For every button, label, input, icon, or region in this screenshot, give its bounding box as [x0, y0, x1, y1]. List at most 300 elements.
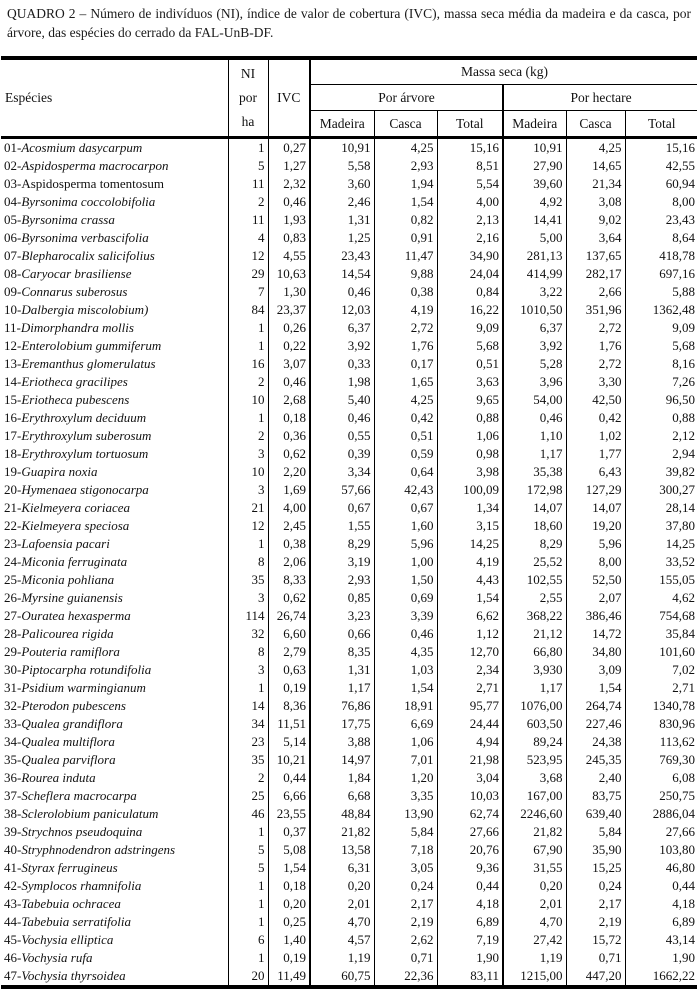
madeira-hectare-cell: 1215,00: [503, 967, 566, 987]
madeira-hectare-cell: 8,29: [503, 535, 566, 553]
madeira-arvore-cell: 3,88: [310, 733, 374, 751]
species-name: Vochysia elliptica: [21, 932, 114, 947]
casca-hectare-cell: 14,07: [566, 499, 625, 517]
madeira-arvore-cell: 48,84: [310, 805, 374, 823]
total-arvore-cell: 14,25: [437, 535, 503, 553]
total-hectare-cell: 23,43: [665, 212, 696, 227]
madeira-arvore-cell: 1,98: [310, 373, 374, 391]
madeira-hectare-cell: 54,00: [503, 391, 566, 409]
total-hectare-cell: 27,66: [665, 824, 696, 839]
ni-cell: 2: [228, 427, 268, 445]
table-row: [1, 409, 697, 427]
casca-hectare-cell: 137,65: [566, 247, 625, 265]
casca-arvore-cell: 1,50: [374, 571, 437, 589]
casca-arvore-cell: 6,69: [374, 715, 437, 733]
ni-cell: 3: [228, 589, 268, 607]
ni-cell: 16: [228, 355, 268, 373]
species-number: 45-: [4, 932, 22, 947]
madeira-arvore-cell: 3,19: [310, 553, 374, 571]
species-number: 28-: [4, 626, 22, 641]
species-cell: [1, 373, 228, 391]
species-cell: [1, 751, 228, 769]
casca-hectare-cell: 3,08: [566, 193, 625, 211]
madeira-arvore-cell: 14,54: [310, 265, 374, 283]
casca-hectare-cell: 35,90: [566, 841, 625, 859]
casca-arvore-cell: 3,39: [374, 607, 437, 625]
ni-cell: 25: [228, 787, 268, 805]
table-row: [1, 391, 697, 409]
species-number: 35-: [4, 752, 22, 767]
total-arvore-cell: 83,11: [437, 967, 503, 987]
species-cell: [1, 409, 228, 427]
casca-hectare-cell: 9,02: [566, 211, 625, 229]
madeira-arvore-cell: 23,43: [310, 247, 374, 265]
table-row: [1, 445, 697, 463]
casca-hectare-cell: 245,35: [566, 751, 625, 769]
casca-hectare-cell: 447,20: [566, 967, 625, 987]
total-arvore-cell: 0,44: [437, 877, 503, 895]
total-arvore-cell: 10,03: [437, 787, 503, 805]
casca-hectare-cell: 15,72: [566, 931, 625, 949]
total-arvore-cell: 34,90: [437, 247, 503, 265]
ivc-cell: 0,18: [268, 877, 310, 895]
madeira-arvore-cell: 1,17: [310, 679, 374, 697]
species-number: 03-: [4, 176, 22, 191]
table-row: [1, 319, 697, 337]
madeira-hectare-cell: 3,22: [503, 283, 566, 301]
ivc-cell: 11,51: [268, 715, 310, 733]
table-row: [1, 733, 697, 751]
madeira-hectare-cell: 10,91: [503, 138, 566, 158]
species-number: 21-: [4, 500, 22, 515]
species-cell: [1, 481, 228, 499]
species-number: 23-: [4, 536, 22, 551]
madeira-arvore-cell: 76,86: [310, 697, 374, 715]
total-hectare-cell: 8,16: [672, 356, 696, 371]
header-madeira-hectare: Madeira: [503, 111, 566, 138]
casca-hectare-cell: 83,75: [566, 787, 625, 805]
madeira-arvore-cell: 0,66: [310, 625, 374, 643]
ivc-cell: 1,93: [268, 211, 310, 229]
madeira-arvore-cell: 14,97: [310, 751, 374, 769]
table-row: [1, 157, 697, 175]
madeira-arvore-cell: 0,55: [310, 427, 374, 445]
total-arvore-cell: 5,54: [437, 175, 503, 193]
ni-cell: 32: [228, 625, 268, 643]
madeira-hectare-cell: 66,80: [503, 643, 566, 661]
species-number: 11-: [4, 320, 21, 335]
total-arvore-cell: 6,89: [437, 913, 503, 931]
madeira-hectare-cell: 27,90: [503, 157, 566, 175]
madeira-arvore-cell: 3,23: [310, 607, 374, 625]
madeira-hectare-cell: 14,41: [503, 211, 566, 229]
ivc-cell: 0,62: [268, 445, 310, 463]
madeira-hectare-cell: 3,92: [503, 337, 566, 355]
header-total-arvore: Total: [437, 111, 503, 138]
ni-cell: 3: [228, 481, 268, 499]
casca-hectare-cell: 351,96: [566, 301, 625, 319]
ni-cell: 1: [228, 913, 268, 931]
table-row: [1, 517, 697, 535]
total-hectare-cell: 103,80: [659, 842, 696, 857]
ni-cell: 1: [228, 337, 268, 355]
species-cell: [1, 355, 228, 373]
table-row: [1, 499, 697, 517]
species-number: 36-: [4, 770, 22, 785]
species-cell: [1, 841, 228, 859]
ivc-cell: 8,33: [268, 571, 310, 589]
casca-arvore-cell: 1,76: [374, 337, 437, 355]
species-name: Byrsonima verbascifolia: [21, 230, 149, 245]
casca-arvore-cell: 9,88: [374, 265, 437, 283]
casca-arvore-cell: 1,00: [374, 553, 437, 571]
casca-arvore-cell: 2,62: [374, 931, 437, 949]
total-arvore-cell: 62,74: [437, 805, 503, 823]
casca-hectare-cell: 8,00: [566, 553, 625, 571]
total-arvore-cell: 4,94: [437, 733, 503, 751]
species-number: 04-: [4, 194, 22, 209]
species-number: 18-: [4, 446, 22, 461]
madeira-arvore-cell: 12,03: [310, 301, 374, 319]
madeira-arvore-cell: 0,33: [310, 355, 374, 373]
ni-cell: 3: [228, 445, 268, 463]
madeira-hectare-cell: 4,92: [503, 193, 566, 211]
species-number: 41-: [4, 860, 22, 875]
total-hectare-cell: 113,62: [659, 734, 696, 749]
ni-cell: 5: [228, 841, 268, 859]
species-cell: [1, 931, 228, 949]
ivc-cell: 6,60: [268, 625, 310, 643]
madeira-arvore-cell: 3,60: [310, 175, 374, 193]
ivc-cell: 0,19: [268, 949, 310, 967]
casca-arvore-cell: 1,65: [374, 373, 437, 391]
casca-arvore-cell: 4,25: [374, 391, 437, 409]
madeira-hectare-cell: 14,07: [503, 499, 566, 517]
species-name: Blepharocalix salicifolius: [21, 248, 155, 263]
madeira-arvore-cell: 17,75: [310, 715, 374, 733]
ivc-cell: 26,74: [268, 607, 310, 625]
table-row: [1, 373, 697, 391]
ivc-cell: 3,07: [268, 355, 310, 373]
total-hectare-cell: 46,80: [665, 860, 696, 875]
madeira-arvore-cell: 2,93: [310, 571, 374, 589]
table-row: [1, 859, 697, 877]
casca-hectare-cell: 0,71: [566, 949, 625, 967]
madeira-hectare-cell: 25,52: [503, 553, 566, 571]
ivc-cell: 0,46: [268, 373, 310, 391]
ni-cell: 34: [228, 715, 268, 733]
total-hectare-cell: 7,02: [672, 662, 696, 677]
madeira-arvore-cell: 1,31: [310, 661, 374, 679]
casca-arvore-cell: 0,64: [374, 463, 437, 481]
ni-cell: 11: [228, 175, 268, 193]
species-name: Byrsonima crassa: [21, 212, 115, 227]
casca-arvore-cell: 0,38: [374, 283, 437, 301]
total-hectare-cell: 14,25: [665, 536, 696, 551]
casca-hectare-cell: 24,38: [566, 733, 625, 751]
ivc-cell: 2,68: [268, 391, 310, 409]
species-cell: [1, 949, 228, 967]
species-name: Guapira noxia: [21, 464, 98, 479]
table-row: [1, 625, 697, 643]
ivc-cell: 0,22: [268, 337, 310, 355]
madeira-hectare-cell: 1076,00: [503, 697, 566, 715]
casca-arvore-cell: 18,91: [374, 697, 437, 715]
total-hectare-cell: 0,44: [672, 878, 696, 893]
total-arvore-cell: 12,70: [437, 643, 503, 661]
species-name: Hymenaea stigonocarpa: [21, 482, 149, 497]
madeira-hectare-cell: 3,96: [503, 373, 566, 391]
species-number: 32-: [4, 698, 22, 713]
total-hectare-cell: 2886,04: [652, 806, 696, 821]
madeira-arvore-cell: 21,82: [310, 823, 374, 841]
species-cell: [1, 733, 228, 751]
madeira-hectare-cell: 1,17: [503, 679, 566, 697]
ni-cell: 1: [228, 823, 268, 841]
species-name: Qualea grandiflora: [21, 716, 123, 731]
header-total-hectare: Total: [647, 115, 676, 131]
species-name: Connarus suberosus: [21, 284, 128, 299]
species-name: Strychnos pseudoquina: [21, 824, 143, 839]
ni-cell: 84: [228, 301, 268, 319]
ivc-cell: 0,18: [268, 409, 310, 427]
species-name: Myrsine guianensis: [21, 590, 123, 605]
table-row: [1, 751, 697, 769]
species-name: Vochysia rufa: [21, 950, 93, 965]
ivc-cell: 0,38: [268, 535, 310, 553]
madeira-arvore-cell: 60,75: [310, 967, 374, 987]
casca-hectare-cell: 5,84: [566, 823, 625, 841]
total-arvore-cell: 3,15: [437, 517, 503, 535]
casca-hectare-cell: 2,66: [566, 283, 625, 301]
casca-hectare-cell: 42,50: [566, 391, 625, 409]
species-name: Kielmeyera coriacea: [21, 500, 130, 515]
species-name: Eriotheca gracilipes: [21, 374, 128, 389]
species-number: 13-: [4, 356, 22, 371]
total-arvore-cell: 20,76: [437, 841, 503, 859]
total-hectare-cell: 1362,48: [652, 302, 696, 317]
ni-cell: 1: [228, 138, 268, 158]
ivc-cell: 0,62: [268, 589, 310, 607]
species-number: 37-: [4, 788, 22, 803]
casca-hectare-cell: 52,50: [566, 571, 625, 589]
total-arvore-cell: 6,62: [437, 607, 503, 625]
species-name: Pterodon pubescens: [21, 698, 126, 713]
ivc-cell: 0,19: [268, 679, 310, 697]
species-cell: [1, 229, 228, 247]
ivc-cell: 6,66: [268, 787, 310, 805]
ivc-cell: 23,55: [268, 805, 310, 823]
header-ni-line-3: ha: [241, 114, 255, 129]
ivc-cell: 2,20: [268, 463, 310, 481]
madeira-hectare-cell: 0,46: [503, 409, 566, 427]
ni-cell: 1: [228, 949, 268, 967]
total-hectare-cell: 43,14: [665, 932, 696, 947]
casca-arvore-cell: 2,72: [374, 319, 437, 337]
total-arvore-cell: 27,66: [437, 823, 503, 841]
total-arvore-cell: 1,06: [437, 427, 503, 445]
total-hectare-cell: 754,68: [659, 608, 696, 623]
ivc-cell: 0,36: [268, 427, 310, 445]
casca-arvore-cell: 1,54: [374, 193, 437, 211]
table-header: [1, 58, 697, 138]
table-row: [1, 895, 697, 913]
ni-cell: 14: [228, 697, 268, 715]
ni-cell: 21: [228, 499, 268, 517]
table-row: [1, 229, 697, 247]
casca-hectare-cell: 14,72: [566, 625, 625, 643]
casca-hectare-cell: 282,17: [566, 265, 625, 283]
madeira-arvore-cell: 5,40: [310, 391, 374, 409]
madeira-hectare-cell: 35,38: [503, 463, 566, 481]
casca-arvore-cell: 42,43: [374, 481, 437, 499]
total-arvore-cell: 2,34: [437, 661, 503, 679]
species-name: Aspidosperma macrocarpon: [21, 158, 169, 173]
species-name: Eremanthus glomerulatus: [21, 356, 156, 371]
total-arvore-cell: 3,04: [437, 769, 503, 787]
species-name: Dimorphandra mollis: [20, 320, 134, 335]
madeira-arvore-cell: 6,31: [310, 859, 374, 877]
ivc-cell: 0,25: [268, 913, 310, 931]
table-row: [1, 787, 697, 805]
casca-arvore-cell: 0,67: [374, 499, 437, 517]
total-arvore-cell: 1,12: [437, 625, 503, 643]
species-name: Vochysia thyrsoidea: [21, 968, 126, 983]
species-name: Erythroxylum tortuosum: [21, 446, 149, 461]
casca-hectare-cell: 19,20: [566, 517, 625, 535]
species-number: 16-: [4, 410, 22, 425]
casca-arvore-cell: 7,18: [374, 841, 437, 859]
total-arvore-cell: 8,51: [437, 157, 503, 175]
table-row: [1, 463, 697, 481]
madeira-hectare-cell: 5,00: [503, 229, 566, 247]
ni-cell: 46: [228, 805, 268, 823]
casca-arvore-cell: 3,05: [374, 859, 437, 877]
casca-arvore-cell: 22,36: [374, 967, 437, 987]
species-number: 44-: [4, 914, 22, 929]
species-cell: [1, 625, 228, 643]
species-name: Psidium warmingianum: [21, 680, 146, 695]
casca-arvore-cell: 0,71: [374, 949, 437, 967]
species-cell: [1, 895, 228, 913]
species-cell: [1, 823, 228, 841]
ni-cell: 1: [228, 535, 268, 553]
ni-cell: 23: [228, 733, 268, 751]
header-ni-line-2: por: [239, 90, 257, 105]
ni-cell: 7: [228, 283, 268, 301]
casca-hectare-cell: 1,54: [566, 679, 625, 697]
madeira-hectare-cell: 39,60: [503, 175, 566, 193]
casca-arvore-cell: 1,20: [374, 769, 437, 787]
madeira-arvore-cell: 57,66: [310, 481, 374, 499]
madeira-hectare-cell: 21,12: [503, 625, 566, 643]
species-name: Palicourea rigida: [21, 626, 114, 641]
casca-hectare-cell: 2,07: [566, 589, 625, 607]
total-arvore-cell: 3,98: [437, 463, 503, 481]
table-row: [1, 805, 697, 823]
species-number: 20-: [4, 482, 22, 497]
casca-hectare-cell: 34,80: [566, 643, 625, 661]
species-number: 29-: [4, 644, 22, 659]
casca-arvore-cell: 5,96: [374, 535, 437, 553]
header-por-hectare: Por hectare: [503, 85, 697, 111]
madeira-hectare-cell: 172,98: [503, 481, 566, 499]
madeira-hectare-cell: 6,37: [503, 319, 566, 337]
casca-hectare-cell: 264,74: [566, 697, 625, 715]
table-row: [1, 769, 697, 787]
table-row: [1, 643, 697, 661]
table-row: [1, 211, 697, 229]
madeira-arvore-cell: 0,85: [310, 589, 374, 607]
casca-arvore-cell: 0,17: [374, 355, 437, 373]
total-hectare-cell: 769,30: [659, 752, 696, 767]
species-number: 27-: [4, 608, 22, 623]
madeira-hectare-cell: 31,55: [503, 859, 566, 877]
total-hectare-cell: 2,12: [672, 428, 696, 443]
table-row: [1, 931, 697, 949]
casca-hectare-cell: 2,17: [566, 895, 625, 913]
species-name: Eriotheca pubescens: [21, 392, 130, 407]
species-name: Acosmium dasycarpum: [21, 140, 143, 155]
casca-arvore-cell: 4,25: [374, 138, 437, 158]
total-hectare-cell: 8,00: [672, 194, 696, 209]
ni-cell: 1: [228, 679, 268, 697]
casca-arvore-cell: 2,93: [374, 157, 437, 175]
species-cell: [1, 463, 228, 481]
casca-arvore-cell: 0,46: [374, 625, 437, 643]
madeira-arvore-cell: 1,19: [310, 949, 374, 967]
total-arvore-cell: 9,09: [437, 319, 503, 337]
ivc-cell: 23,37: [268, 301, 310, 319]
species-name: Pouteria ramiflora: [21, 644, 120, 659]
madeira-hectare-cell: 21,82: [503, 823, 566, 841]
madeira-hectare-cell: 2,55: [503, 589, 566, 607]
species-cell: [1, 913, 228, 931]
species-number: 09-: [4, 284, 22, 299]
total-hectare-cell: 33,52: [665, 554, 696, 569]
total-hectare-cell: 5,88: [672, 284, 696, 299]
casca-arvore-cell: 1,94: [374, 175, 437, 193]
total-arvore-cell: 5,68: [437, 337, 503, 355]
total-hectare-cell: 155,05: [659, 572, 696, 587]
casca-arvore-cell: 3,35: [374, 787, 437, 805]
casca-hectare-cell: 1,02: [566, 427, 625, 445]
casca-arvore-cell: 2,19: [374, 913, 437, 931]
species-cell: [1, 607, 228, 625]
madeira-hectare-cell: 5,28: [503, 355, 566, 373]
ni-cell: 35: [228, 751, 268, 769]
species-cell: [1, 445, 228, 463]
total-arvore-cell: 0,51: [437, 355, 503, 373]
casca-hectare-cell: 4,25: [566, 138, 625, 158]
ni-cell: 2: [228, 769, 268, 787]
species-cell: [1, 499, 228, 517]
ni-cell: 8: [228, 553, 268, 571]
total-hectare-cell: 4,62: [672, 590, 696, 605]
table-row: [1, 661, 697, 679]
ivc-cell: 10,63: [268, 265, 310, 283]
table-row: [1, 175, 697, 193]
species-number: 33-: [4, 716, 22, 731]
species-number: 30-: [4, 662, 22, 677]
species-cell: [1, 589, 228, 607]
casca-hectare-cell: 127,29: [566, 481, 625, 499]
total-arvore-cell: 100,09: [437, 481, 503, 499]
species-cell: [1, 769, 228, 787]
madeira-hectare-cell: 3,930: [503, 661, 566, 679]
total-arvore-cell: 1,54: [437, 589, 503, 607]
ni-cell: 4: [228, 229, 268, 247]
